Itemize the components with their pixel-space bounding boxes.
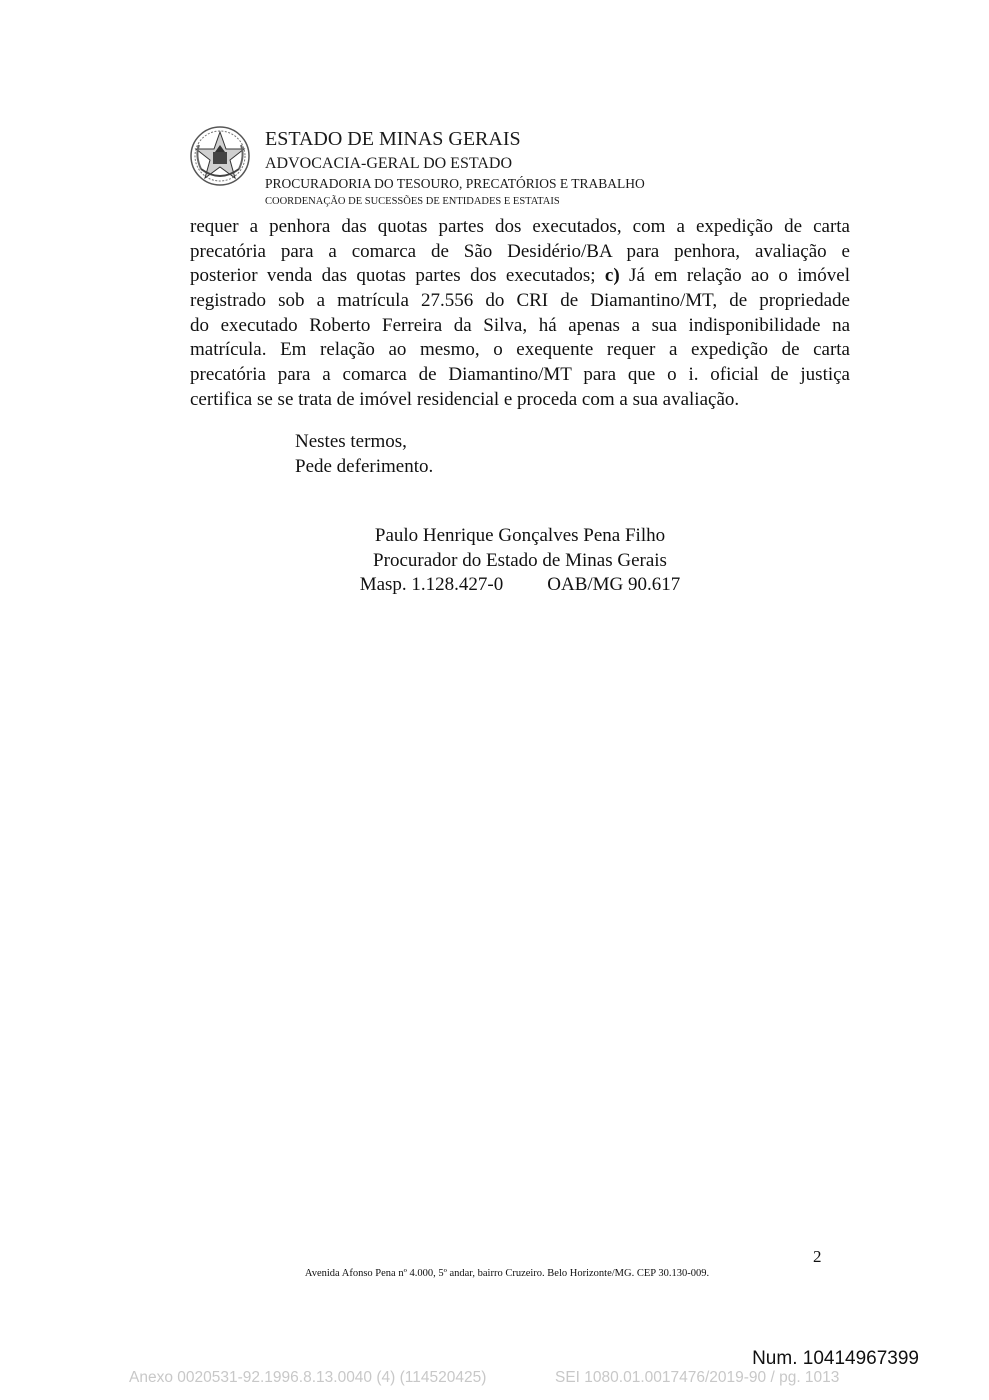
header-coordination: COORDENAÇÃO DE SUCESSÕES DE ENTIDADES E ESTATAIS (265, 196, 560, 207)
closing-line-2: Pede deferimento. (295, 455, 434, 477)
signer-name: Paulo Henrique Gonçalves Pena Filho (374, 525, 666, 546)
sei-watermark: SEI 1080.01.0017476/2019-90 / pg. 1013 (555, 1369, 840, 1386)
body-line: certifica se se trata de imóvel residencial e proceda com a sua avaliação. (190, 388, 740, 410)
signer-oab: OAB/MG 90.617 (547, 574, 681, 596)
header-state: ESTADO DE MINAS GERAIS (265, 128, 521, 150)
item-marker-c: c) (604, 265, 620, 287)
signature-block (300, 524, 740, 598)
body-paragraph (190, 215, 850, 413)
coat-of-arms-icon (189, 125, 251, 187)
document-num-stamp: Num. 10414967399 (752, 1348, 919, 1369)
closing-line-1: Nestes termos, (295, 431, 407, 452)
body-line-part: posterior venda das quotas partes dos executados; (190, 265, 596, 287)
signer-masp: Masp. 1.128.427-0 (359, 574, 504, 596)
header-agency: ADVOCACIA-GERAL DO ESTADO (265, 155, 512, 172)
signer-title: Procurador do Estado de Minas Gerais (373, 549, 667, 571)
body-line: do executado Roberto Ferreira da Silva, há apenas a sua indisponibilidade na (190, 314, 850, 336)
page-number: 2 (813, 1247, 822, 1266)
anexo-watermark: Anexo 0020531-92.1996.8.13.0040 (4) (114520425) (129, 1369, 487, 1386)
closing (295, 430, 433, 479)
body-line: matrícula. Em relação ao mesmo, o exequente requer a expedição de carta (190, 339, 850, 361)
signer-ids (300, 573, 740, 598)
body-line: precatória para a comarca de São Desidério/BA para penhora, avaliação e (190, 240, 850, 262)
body-line: precatória para a comarca de Diamantino/MT para que o i. oficial de justiça (190, 364, 850, 386)
body-line: registrado sob a matrícula 27.556 do CRI de Diamantino/MT, de propriedade (190, 290, 850, 312)
header-division: PROCURADORIA DO TESOURO, PRECATÓRIOS E TRABALHO (265, 176, 645, 191)
body-line (190, 264, 850, 289)
body-line: requer a penhora das quotas partes dos executados, com a expedição de carta (190, 216, 850, 237)
body-line-part: Já em relação ao o imóvel (629, 265, 850, 287)
footer-address: Avenida Afonso Pena nº 4.000, 5º andar, bairro Cruzeiro. Belo Horizonte/MG. CEP 30.130-009. (304, 1268, 710, 1279)
